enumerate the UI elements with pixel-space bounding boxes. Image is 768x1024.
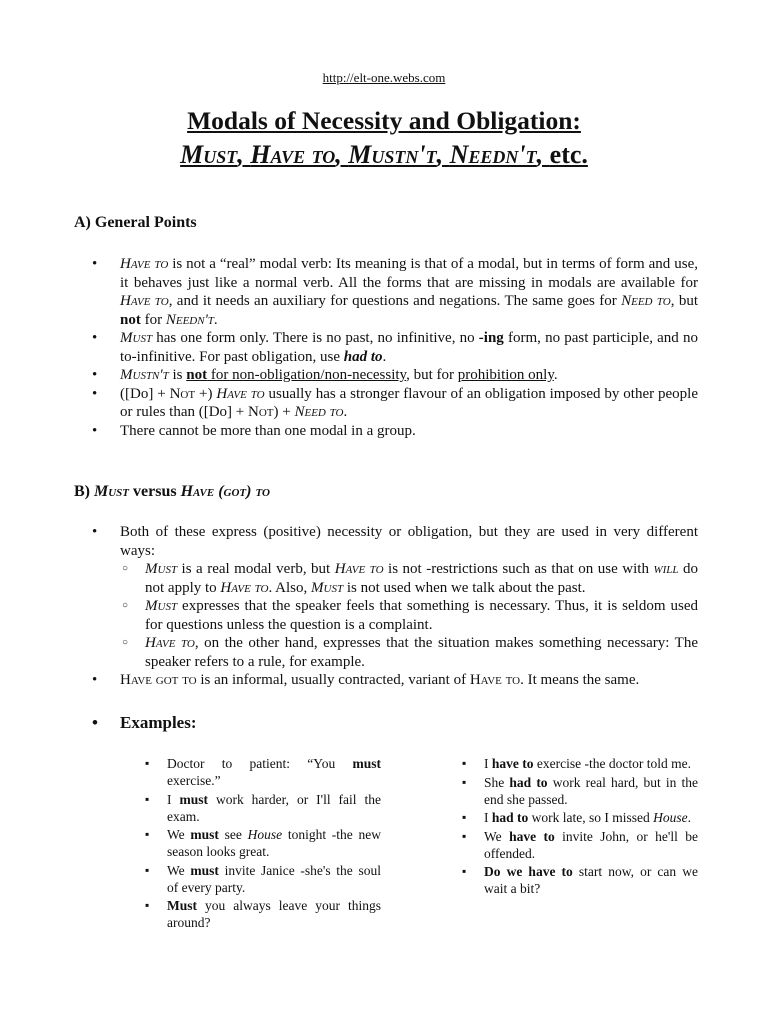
text: We	[167, 862, 191, 878]
emphasis: Must	[167, 898, 197, 913]
term: Have to	[220, 579, 269, 596]
term: Not	[248, 404, 274, 420]
term: Mustn't	[120, 367, 169, 383]
list-item	[92, 366, 698, 385]
text: , on the other hand, expresses that the situation makes something necessary: The speaker refers to a rule, for example.	[145, 635, 698, 670]
sub-list-item	[120, 634, 698, 671]
title-must: Must	[180, 140, 238, 169]
term: Have to	[120, 256, 169, 272]
text: We	[167, 827, 191, 842]
text: I	[484, 810, 492, 825]
text: is not used when we talk about the past.	[343, 579, 586, 596]
example-item	[145, 791, 381, 825]
term: Need to	[294, 404, 344, 420]
bullet-icon: •	[92, 713, 98, 732]
example-item	[462, 774, 698, 808]
text: expresses that the speaker feels that something is necessary. Thus, it is seldom used for questions unless the question is a complaint.	[145, 598, 698, 633]
term: Have to	[469, 672, 521, 688]
term: Must	[311, 579, 344, 596]
emphasis: must	[352, 756, 381, 771]
emphasis: had to	[491, 810, 529, 825]
text: Doctor to patient: “You	[167, 756, 353, 771]
text: exercise -the doctor told me.	[533, 756, 691, 771]
general-points-list	[92, 255, 698, 440]
text: for non-obligation/non-necessity	[207, 367, 407, 383]
text: Examples:	[120, 713, 197, 732]
example-item	[145, 826, 381, 860]
term: Have got to	[120, 672, 197, 688]
source-url-link[interactable]: http://elt-one.webs.com	[322, 70, 446, 85]
text: . It means the same.	[520, 672, 640, 688]
title-mustnt: Mustn't	[348, 140, 437, 169]
title-etc: etc.	[549, 140, 588, 169]
text: , but for	[406, 367, 458, 383]
text: .	[553, 367, 558, 383]
text: +)	[195, 385, 217, 402]
title-sep: ,	[436, 140, 450, 169]
emphasis: Do	[484, 864, 501, 879]
list-item	[92, 523, 698, 671]
title-sep: ,	[536, 140, 550, 169]
title-have-to: Have to	[250, 140, 336, 169]
text: tonight -the new season looks great.	[167, 827, 381, 859]
term: Have to	[334, 561, 384, 577]
examples-heading	[92, 713, 197, 733]
text: I	[484, 756, 492, 771]
term: Have to	[216, 385, 265, 402]
term: will	[653, 561, 679, 577]
text: ) +	[273, 404, 295, 420]
section-a-heading: A) General Points	[74, 214, 197, 231]
example-item	[462, 755, 698, 772]
example-item	[145, 862, 381, 896]
sub-list	[120, 560, 698, 671]
title-neednt: Needn't	[449, 140, 537, 169]
term: Must	[145, 598, 178, 614]
list-item	[92, 255, 698, 329]
term: Needn't	[165, 311, 214, 328]
text: , but	[670, 293, 699, 309]
text: is an informal, usually contracted, variant of	[196, 672, 470, 688]
example-item	[462, 809, 698, 826]
emphasis: not	[186, 367, 208, 383]
text: start now, or can we wait a bit?	[484, 864, 698, 896]
text: has one form only. There is no past, no infinitive, no	[152, 330, 479, 346]
title-sep: ,	[335, 140, 349, 169]
text: form, no past participle, and no to-infinitive. For past obligation, use	[120, 330, 698, 365]
title-ref: House	[653, 810, 688, 825]
term: Have to	[120, 293, 169, 309]
text: is not a “real” modal verb: Its meaning is that of a modal, but in terms of form and use, it behaves just like a normal verb. All the forms that are missing in modals are available for	[120, 256, 698, 291]
example-item	[462, 863, 698, 897]
text: do not apply to	[145, 561, 699, 596]
emphasis: must	[190, 862, 219, 878]
example-item	[145, 755, 381, 789]
text: I	[167, 791, 180, 807]
text: is	[168, 367, 187, 383]
list-item	[92, 329, 698, 366]
term: Must	[145, 561, 178, 577]
list-item	[92, 422, 698, 441]
title-ref: House	[247, 827, 283, 842]
term: Have to	[145, 635, 195, 651]
emphasis: had to	[509, 774, 548, 790]
page-title: Modals of Necessity and Obligation:	[187, 106, 581, 135]
emphasis: have to	[491, 756, 534, 771]
emphasis: had to	[343, 348, 383, 365]
text: usually has a stronger flavour of an obligation imposed by other people or rules than ([Do] +	[120, 385, 698, 420]
examples-must-list	[145, 755, 381, 933]
text: work harder, or I'll fail the exam.	[167, 791, 381, 824]
text: work late, so I missed	[528, 810, 654, 825]
emphasis: must	[179, 791, 208, 807]
text: invite John, or he'll be offended.	[484, 828, 699, 861]
text: .	[213, 311, 218, 328]
text: We	[484, 828, 510, 844]
text: ([Do] +	[120, 385, 170, 402]
emphasis: prohibition only	[457, 367, 554, 383]
list-item	[92, 671, 698, 690]
text: exercise.”	[167, 773, 221, 788]
section-b-heading	[74, 483, 270, 501]
text: is not -restrictions such as that on use with	[383, 561, 654, 577]
text: , and it needs an auxiliary for questions and negations. The same goes for	[168, 293, 622, 309]
text: .	[343, 404, 348, 420]
text: There cannot be more than one modal in a group.	[120, 422, 416, 439]
term: Must	[120, 330, 153, 346]
emphasis: -ing	[478, 330, 504, 346]
text: versus	[129, 483, 181, 500]
text: B)	[74, 483, 94, 500]
term: Must	[94, 483, 130, 500]
emphasis: have to	[509, 828, 555, 844]
term: Need to	[621, 293, 671, 309]
term: Not	[169, 385, 196, 402]
text: invite Janice -she's the soul of every party.	[167, 862, 382, 895]
page-subtitle	[0, 140, 768, 170]
text: for	[140, 311, 166, 328]
term: Have (got) to	[180, 483, 270, 500]
text: .	[382, 348, 387, 365]
text: work real hard, but in the end she passed.	[484, 774, 698, 807]
example-item	[462, 828, 698, 862]
list-item	[92, 385, 698, 422]
text: .	[687, 810, 691, 825]
title-sep: ,	[237, 140, 251, 169]
text: Both of these express (positive) necessity or obligation, but they are used in very different ways:	[120, 524, 698, 559]
emphasis: not	[120, 311, 141, 328]
text: is a real modal verb, but	[177, 561, 335, 577]
text: She	[484, 774, 510, 790]
sub-list-item	[120, 560, 698, 597]
emphasis: must	[190, 827, 219, 842]
examples-have-to-list	[462, 755, 698, 899]
must-vs-have-list	[92, 523, 698, 690]
example-item	[145, 897, 381, 931]
sub-list-item	[120, 597, 698, 634]
text: you always leave your things around?	[167, 898, 381, 930]
text: see	[218, 827, 248, 842]
text: . Also,	[268, 579, 311, 596]
emphasis: we have to	[500, 864, 573, 879]
